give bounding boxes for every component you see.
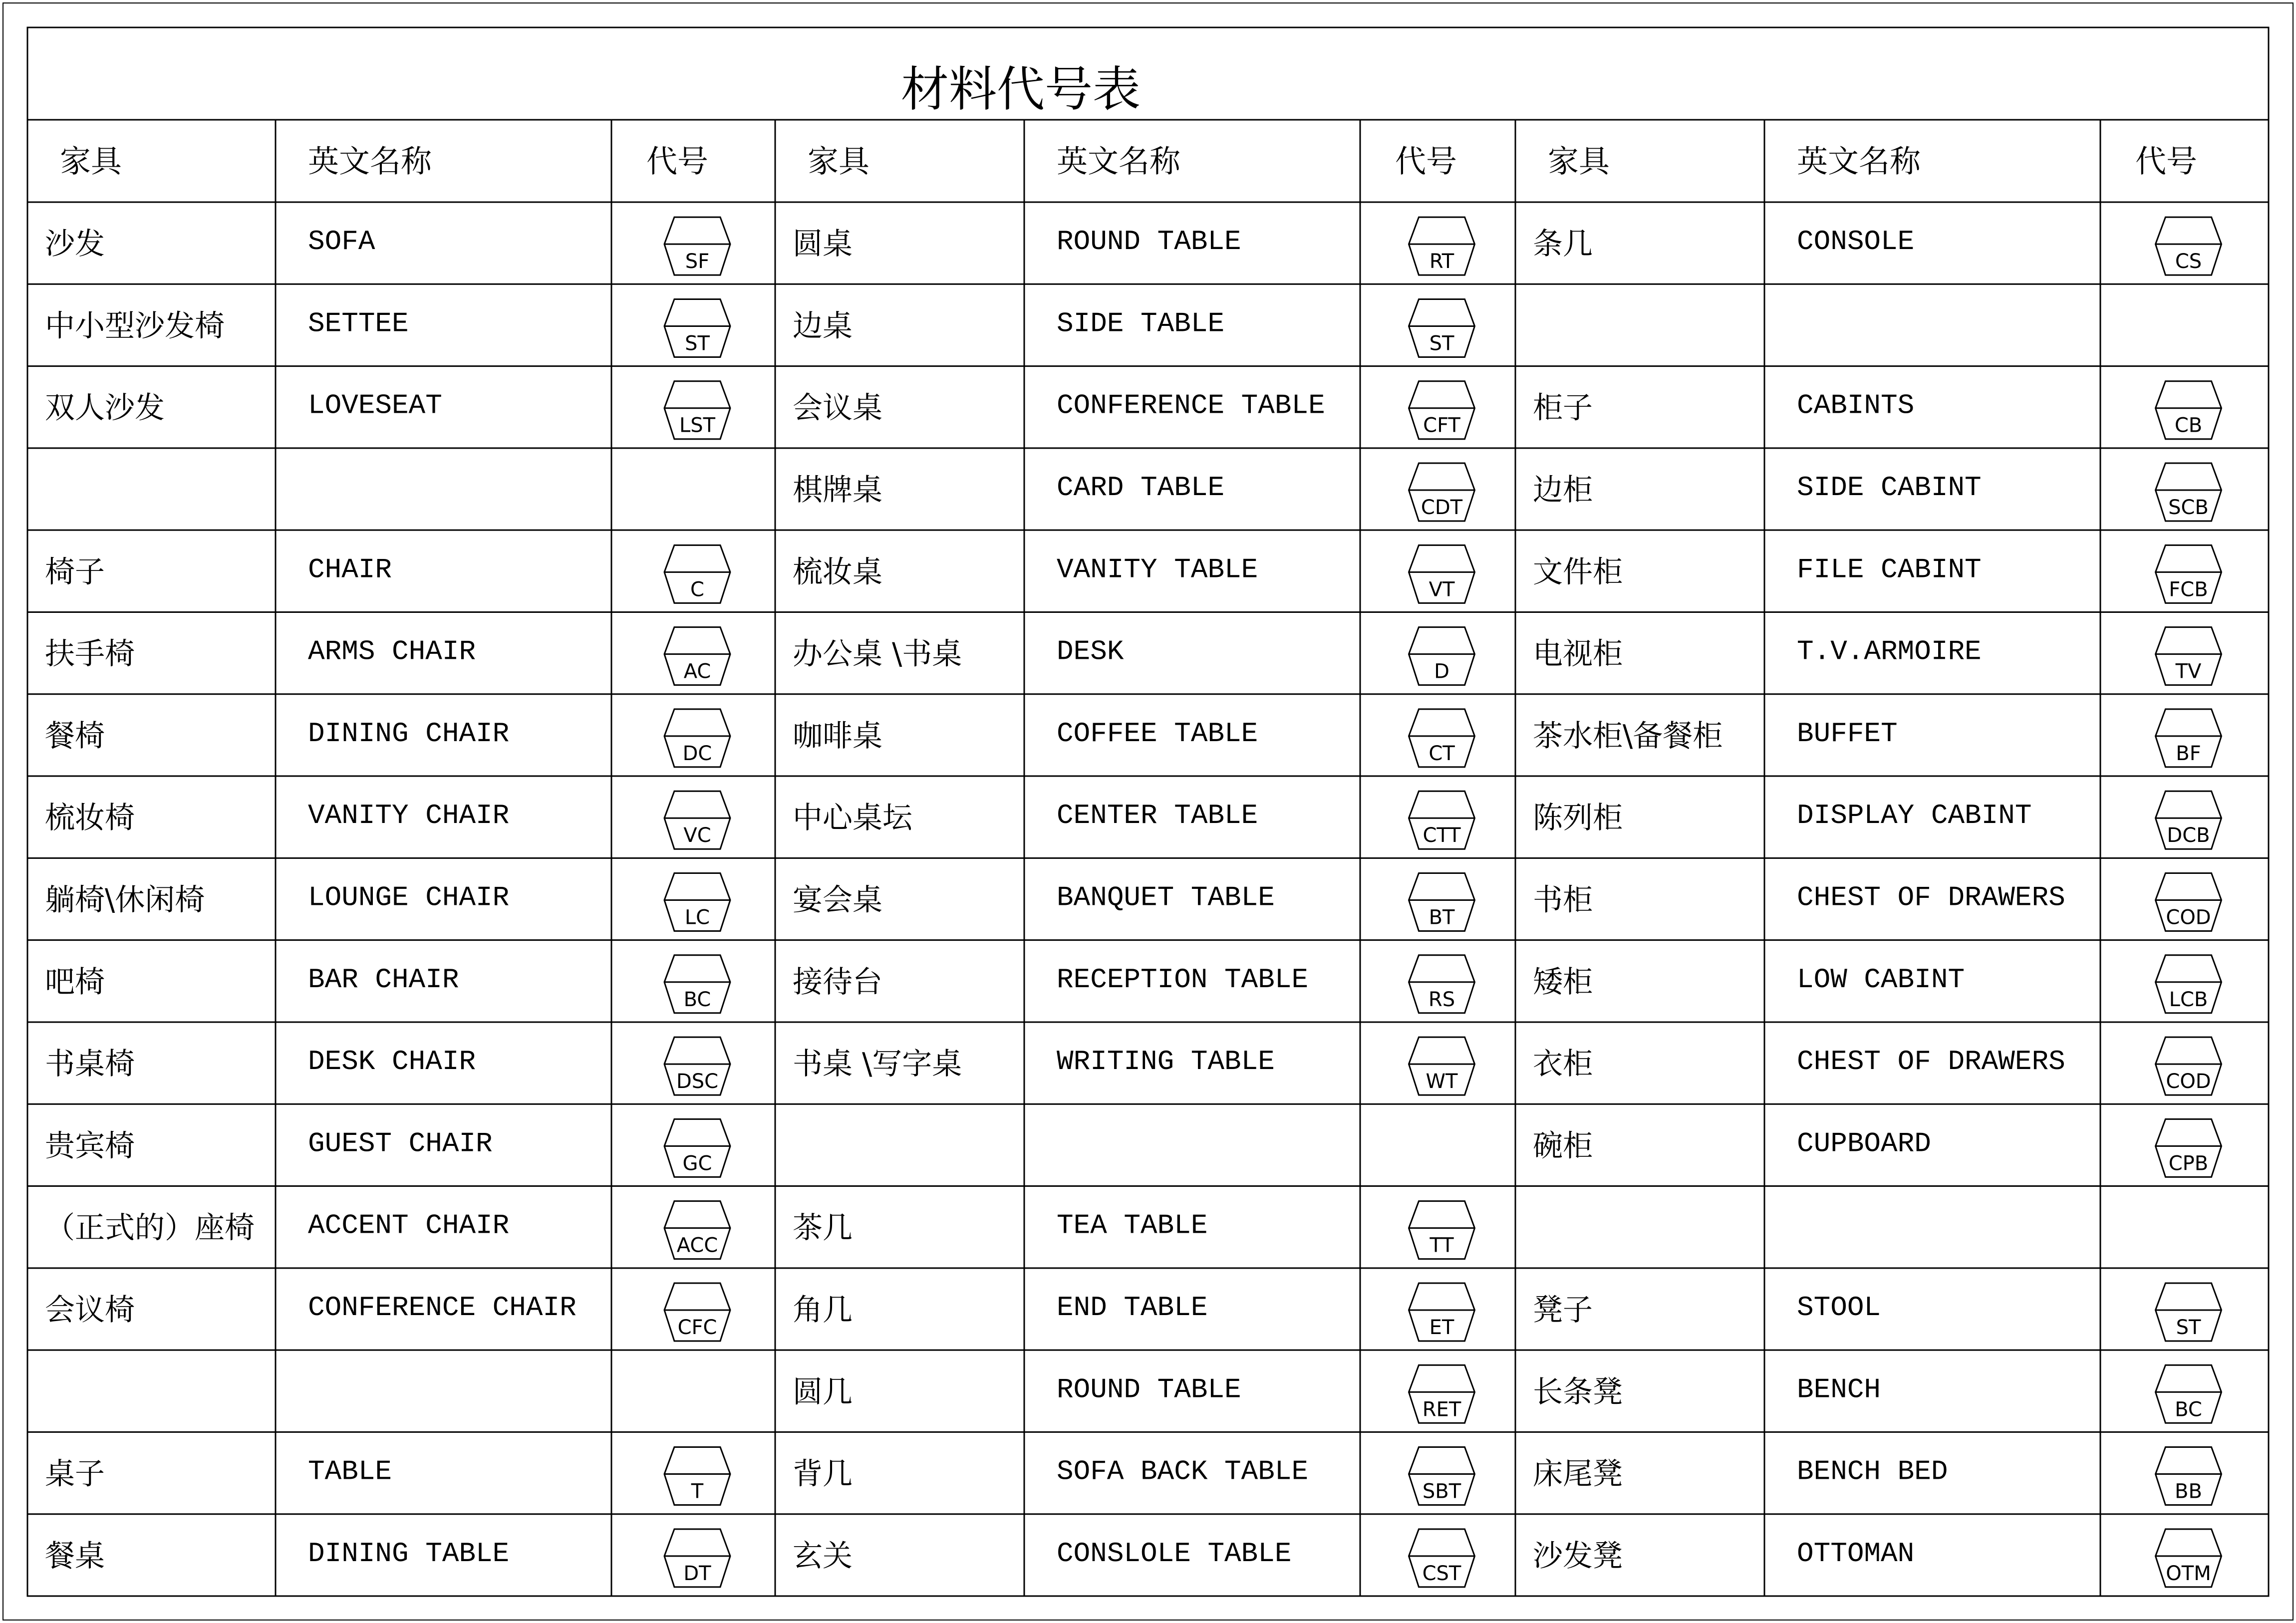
code-label: WT: [1426, 1070, 1458, 1093]
english-name: SIDE TABLE: [1057, 307, 1225, 340]
english-name: LOUNGE CHAIR: [308, 881, 510, 914]
code-label: CB: [2174, 414, 2203, 437]
code-label: BT: [1429, 906, 1455, 929]
english-name: STOOL: [1797, 1291, 1881, 1324]
english-name: END TABLE: [1057, 1291, 1208, 1324]
code-label: CTT: [1423, 824, 1461, 847]
code-label: ST: [1429, 332, 1454, 355]
code-label: OTM: [2166, 1562, 2211, 1585]
header-furniture: 家具: [60, 143, 122, 180]
code-label: DSC: [676, 1070, 719, 1093]
furniture-name: 玄关: [793, 1538, 853, 1574]
english-name: CHEST OF DRAWERS: [1797, 881, 2065, 914]
furniture-name: 茶水柜\备餐柜: [1533, 718, 1723, 754]
code-label: GC: [682, 1152, 712, 1175]
english-name: WRITING TABLE: [1057, 1046, 1275, 1078]
furniture-name: 条几: [1533, 227, 1593, 262]
furniture-name: 吧椅: [45, 964, 105, 1000]
english-name: TEA TABLE: [1057, 1209, 1208, 1242]
english-name: CONFERENCE TABLE: [1057, 389, 1325, 422]
code-label: T: [691, 1480, 704, 1503]
english-name: CHEST OF DRAWERS: [1797, 1046, 2065, 1078]
furniture-name: 柜子: [1533, 390, 1593, 426]
english-name: BENCH: [1797, 1373, 1881, 1406]
english-name: BENCH BED: [1797, 1455, 1948, 1488]
english-name: ACCENT CHAIR: [308, 1209, 510, 1242]
furniture-name: 梳妆椅: [45, 801, 135, 836]
code-label: CST: [1422, 1562, 1461, 1585]
english-name: DESK: [1057, 635, 1124, 668]
furniture-name: 贵宾椅: [45, 1128, 135, 1164]
english-name: CHAIR: [308, 553, 392, 586]
code-label: ST: [2176, 1316, 2201, 1339]
furniture-name: 凳子: [1533, 1292, 1593, 1328]
header-furniture: 家具: [808, 143, 870, 180]
furniture-name: 背几: [793, 1456, 853, 1492]
code-label: BB: [2175, 1480, 2202, 1503]
english-name: ROUND TABLE: [1057, 1373, 1241, 1406]
furniture-name: 会议椅: [45, 1292, 135, 1328]
furniture-name: 梳妆桌: [793, 554, 882, 590]
header-english-name: 英文名称: [1057, 143, 1181, 180]
header-code: 代号: [1395, 143, 1457, 180]
header-english-name: 英文名称: [1797, 143, 1921, 180]
english-name: T.V.ARMOIRE: [1797, 635, 1982, 668]
english-name: SIDE CABINT: [1797, 472, 1982, 504]
furniture-name: 圆几: [793, 1374, 853, 1410]
english-name: CARD TABLE: [1057, 472, 1225, 504]
code-label: CS: [2175, 250, 2202, 273]
furniture-name: 躺椅\休闲椅: [45, 882, 205, 918]
code-label: DT: [683, 1562, 711, 1585]
page-title: 材料代号表: [901, 61, 1141, 117]
furniture-name: 双人沙发: [45, 390, 165, 426]
code-label: VC: [683, 824, 711, 847]
code-label: ET: [1429, 1316, 1454, 1339]
english-name: SETTEE: [308, 307, 409, 340]
english-name: ARMS CHAIR: [308, 635, 476, 668]
code-label: COD: [2166, 1070, 2211, 1093]
code-label: BC: [2175, 1398, 2202, 1421]
english-name: SOFA BACK TABLE: [1057, 1455, 1309, 1488]
furniture-name: 茶几: [793, 1210, 853, 1246]
code-label: D: [1434, 660, 1449, 683]
english-name: DISPLAY CABINT: [1797, 800, 2032, 832]
code-label: FCB: [2169, 578, 2208, 601]
furniture-name: 会议桌: [793, 390, 882, 426]
furniture-name: 圆桌: [793, 227, 853, 262]
furniture-name: 陈列柜: [1533, 801, 1623, 836]
code-label: COD: [2166, 906, 2211, 929]
english-name: COFFEE TABLE: [1057, 717, 1258, 750]
furniture-name: 办公桌 \书桌: [793, 636, 962, 672]
header-code: 代号: [2135, 143, 2198, 180]
furniture-name: 长条凳: [1533, 1374, 1623, 1410]
furniture-name: 书桌 \写字桌: [793, 1047, 962, 1082]
furniture-name: 边桌: [793, 308, 853, 344]
code-label: ACC: [676, 1234, 718, 1257]
english-name: CONFERENCE CHAIR: [308, 1291, 576, 1324]
code-label: AC: [683, 660, 711, 683]
english-name: BANQUET TABLE: [1057, 881, 1275, 914]
furniture-name: 文件柜: [1533, 554, 1623, 590]
furniture-name: 餐椅: [45, 718, 105, 754]
code-label: RS: [1428, 988, 1455, 1011]
english-name: TABLE: [308, 1455, 392, 1488]
english-name: CABINTS: [1797, 389, 1915, 422]
english-name: DINING CHAIR: [308, 717, 510, 750]
code-label: BF: [2176, 742, 2201, 765]
furniture-name: 宴会桌: [793, 882, 882, 918]
code-label: C: [690, 578, 704, 601]
code-label: TV: [2175, 660, 2202, 683]
code-label: DC: [682, 742, 712, 765]
code-label: LC: [684, 906, 710, 929]
furniture-name: 角几: [793, 1292, 853, 1328]
english-name: CONSLOLE TABLE: [1057, 1537, 1292, 1570]
code-label: BC: [683, 988, 711, 1011]
english-name: FILE CABINT: [1797, 553, 1982, 586]
english-name: CUPBOARD: [1797, 1127, 1931, 1160]
english-name: RECEPTION TABLE: [1057, 963, 1309, 996]
code-label: SF: [685, 250, 710, 273]
english-name: CONSOLE: [1797, 226, 1915, 258]
english-name: CENTER TABLE: [1057, 800, 1258, 832]
furniture-name: 边柜: [1533, 473, 1593, 508]
furniture-name: 中小型沙发椅: [45, 308, 225, 344]
english-name: LOW CABINT: [1797, 963, 1965, 996]
code-label: LST: [679, 414, 716, 437]
furniture-name: 衣柜: [1533, 1047, 1593, 1082]
furniture-name: 椅子: [45, 554, 105, 590]
furniture-name: 电视柜: [1533, 636, 1623, 672]
header-english-name: 英文名称: [308, 143, 432, 180]
code-label: RET: [1422, 1398, 1461, 1421]
header-furniture: 家具: [1548, 143, 1610, 180]
english-name: VANITY TABLE: [1057, 553, 1258, 586]
furniture-name: 桌子: [45, 1456, 105, 1492]
header-code: 代号: [646, 143, 709, 180]
code-label: CT: [1429, 742, 1455, 765]
furniture-name: 书桌椅: [45, 1047, 135, 1082]
code-label: CFT: [1423, 414, 1460, 437]
furniture-name: （正式的）座椅: [45, 1210, 255, 1246]
english-name: DESK CHAIR: [308, 1046, 476, 1078]
code-label: SBT: [1422, 1480, 1461, 1503]
code-label: DCB: [2167, 824, 2210, 847]
furniture-name: 接待台: [793, 964, 882, 1000]
furniture-name: 咖啡桌: [793, 718, 882, 754]
code-label: VT: [1429, 578, 1455, 601]
furniture-name: 棋牌桌: [793, 473, 882, 508]
english-name: SOFA: [308, 226, 375, 258]
furniture-name: 书柜: [1533, 882, 1593, 918]
furniture-name: 中心桌坛: [793, 801, 912, 836]
furniture-name: 床尾凳: [1533, 1456, 1623, 1492]
english-name: BAR CHAIR: [308, 963, 459, 996]
english-name: OTTOMAN: [1797, 1537, 1915, 1570]
english-name: BUFFET: [1797, 717, 1898, 750]
furniture-name: 餐桌: [45, 1538, 105, 1574]
code-label: TT: [1430, 1234, 1454, 1257]
english-name: ROUND TABLE: [1057, 226, 1241, 258]
code-label: CDT: [1421, 496, 1463, 520]
english-name: DINING TABLE: [308, 1537, 510, 1570]
english-name: GUEST CHAIR: [308, 1127, 493, 1160]
code-label: CFC: [677, 1316, 717, 1339]
code-label: ST: [685, 332, 710, 355]
code-label: RT: [1429, 250, 1454, 273]
furniture-name: 矮柜: [1533, 964, 1593, 1000]
furniture-name: 碗柜: [1533, 1128, 1593, 1164]
furniture-name: 沙发凳: [1533, 1538, 1623, 1574]
english-name: LOVESEAT: [308, 389, 442, 422]
english-name: VANITY CHAIR: [308, 800, 510, 832]
code-label: CPB: [2168, 1152, 2209, 1175]
furniture-name: 沙发: [45, 227, 105, 262]
code-label: SCB: [2168, 496, 2209, 520]
code-label: LCB: [2169, 988, 2208, 1011]
furniture-name: 扶手椅: [45, 636, 135, 672]
